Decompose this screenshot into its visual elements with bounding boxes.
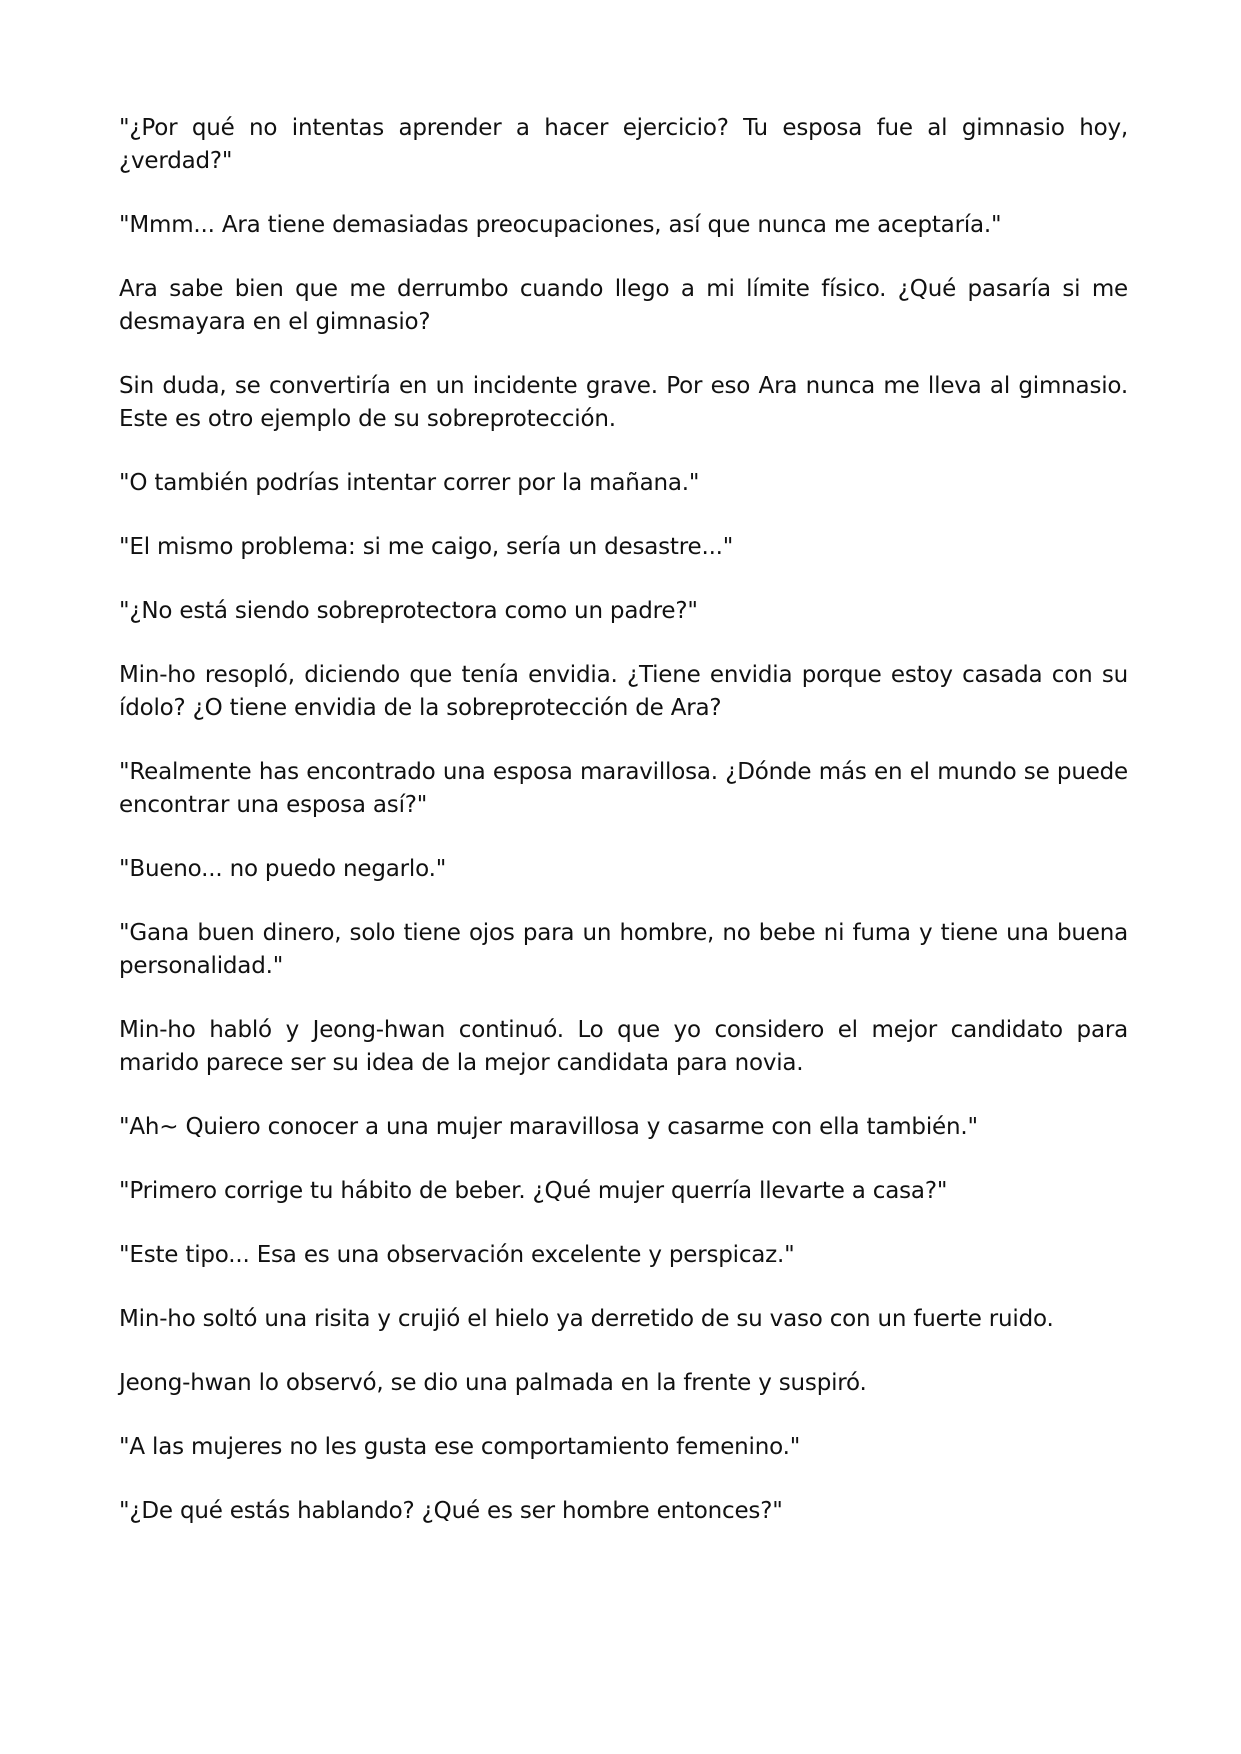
paragraph-19: "¿De qué estás hablando? ¿Qué es ser hombre entonces?": [119, 1498, 783, 1524]
paragraph-15: "Este tipo... Esa es una observación excelente y perspicaz.": [119, 1242, 795, 1268]
paragraph-10: "Bueno... no puedo negarlo.": [119, 856, 447, 882]
paragraph-17: Jeong-hwan lo observó, se dio una palmada en la frente y suspiró.: [119, 1370, 867, 1396]
paragraph-4: Sin duda, se convertiría en un incidente grave. Por eso Ara nunca me lleva al gimnasio. Este es otro ejemplo de su sobreprotección.: [119, 373, 1128, 432]
paragraph-2: "Mmm... Ara tiene demasiadas preocupaciones, así que nunca me aceptaría.": [119, 212, 1002, 238]
paragraph-8: Min-ho resopló, diciendo que tenía envidia. ¿Tiene envidia porque estoy casada con su ídolo? ¿O tiene envidia de la sobreprotección de Ara?: [119, 662, 1128, 721]
paragraph-16: Min-ho soltó una risita y crujió el hielo ya derretido de su vaso con un fuerte ruido.: [119, 1306, 1054, 1332]
paragraph-13: "Ah~ Quiero conocer a una mujer maravillosa y casarme con ella también.": [119, 1114, 978, 1140]
paragraph-5: "O también podrías intentar correr por la mañana.": [119, 470, 700, 496]
paragraph-18: "A las mujeres no les gusta ese comportamiento femenino.": [119, 1434, 801, 1460]
paragraph-12: Min-ho habló y Jeong-hwan continuó. Lo que yo considero el mejor candidato para marido parece ser su idea de la mejor candidata para novia.: [119, 1017, 1128, 1076]
paragraph-3: Ara sabe bien que me derrumbo cuando llego a mi límite físico. ¿Qué pasaría si me desmayara en el gimnasio?: [119, 276, 1128, 335]
document-body: [119, 112, 1128, 1559]
paragraph-6: "El mismo problema: si me caigo, sería un desastre...": [119, 534, 734, 560]
paragraph-9: "Realmente has encontrado una esposa maravillosa. ¿Dónde más en el mundo se puede encontrar una esposa así?": [119, 759, 1128, 818]
paragraph-11: "Gana buen dinero, solo tiene ojos para un hombre, no bebe ni fuma y tiene una buena personalidad.": [119, 920, 1128, 979]
paragraph-7: "¿No está siendo sobreprotectora como un padre?": [119, 598, 698, 624]
paragraph-1: "¿Por qué no intentas aprender a hacer ejercicio? Tu esposa fue al gimnasio hoy, ¿verdad?": [119, 115, 1128, 174]
paragraph-14: "Primero corrige tu hábito de beber. ¿Qué mujer querría llevarte a casa?": [119, 1178, 948, 1204]
